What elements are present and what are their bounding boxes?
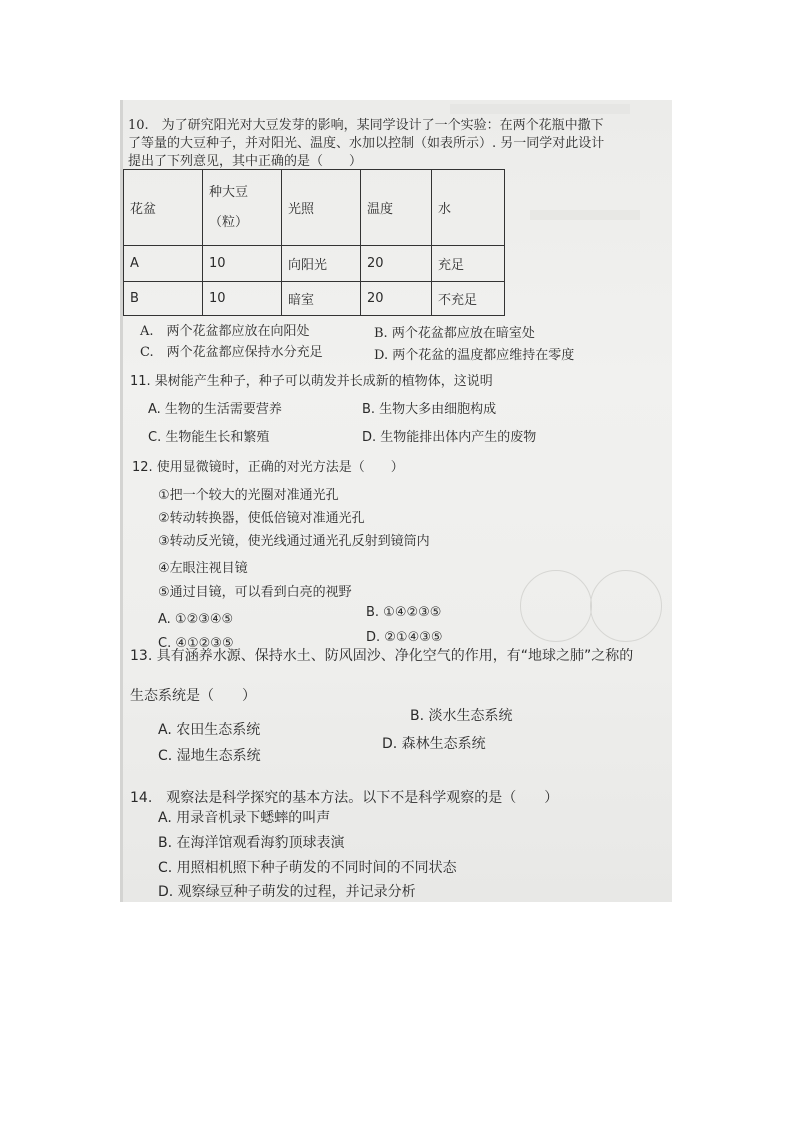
cell-light: 暗室 [282,282,361,316]
q13-option-a: A. 农田生态系统 [158,722,261,738]
q11-option-c: C. 生物能生长和繁殖 [148,430,270,445]
q13-option-b: B. 淡水生态系统 [410,708,513,724]
bleed-through-mark [530,210,640,220]
q10-option-b: B. 两个花盆都应放在暗室处 [374,326,535,341]
header-light: 光照 [282,170,361,246]
q13-stem-line2: 生态系统是（ ） [130,688,256,704]
cell-pot: A [124,246,203,282]
q11-option-d: D. 生物能排出体内产生的废物 [362,430,537,445]
q14-option-b: B. 在海洋馆观看海豹顶球表演 [158,835,345,851]
header-pot: 花盆 [124,170,203,246]
q14-option-c: C. 用照相机照下种子萌发的不同时间的不同状态 [158,860,457,876]
cell-seeds: 10 [203,246,282,282]
cell-water: 充足 [432,246,505,282]
q11-option-a: A. 生物的生活需要营养 [148,402,282,417]
q12-step-5: ⑤通过目镜，可以看到白亮的视野 [158,585,352,600]
q12-step-1: ①把一个较大的光圈对准通光孔 [158,488,339,503]
cell-water: 不充足 [432,282,505,316]
q10-option-a: A. 两个花盆都应放在向阳处 [140,324,310,339]
q12-step-2: ②转动转换器，使低倍镜对准通光孔 [158,511,365,526]
q12-option-c: C. ④①②③⑤ [158,636,234,651]
q14-option-a: A. 用录音机录下蟋蟀的叫声 [158,810,331,826]
q10-stem-line1: 10. 为了研究阳光对大豆发芽的影响，某同学设计了一个实验：在两个花瓶中撒下 [128,118,604,133]
header-temp: 温度 [361,170,432,246]
cell-temp: 20 [361,246,432,282]
header-water: 水 [432,170,505,246]
bleed-through-circle [590,570,662,642]
q13-option-d: D. 森林生态系统 [382,736,486,752]
q10-experiment-table [123,169,505,316]
bleed-through-mark [450,104,630,114]
table-row [124,282,505,316]
bleed-through-circle [520,570,592,642]
cell-temp: 20 [361,282,432,316]
exam-page-photo [120,100,672,902]
cell-pot: B [124,282,203,316]
table-header-row [124,170,505,246]
q12-option-a: A. ①②③④⑤ [158,612,234,627]
q11-option-b: B. 生物大多由细胞构成 [362,402,497,417]
q10-option-c: C. 两个花盆都应保持水分充足 [140,345,323,360]
q14-option-d: D. 观察绿豆种子萌发的过程，并记录分析 [158,884,416,900]
header-seeds [203,170,282,246]
q13-option-c: C. 湿地生态系统 [158,748,261,764]
q10-stem-line3: 提出了下列意见，其中正确的是（ ） [128,154,363,169]
q12-option-b: B. ①④②③⑤ [366,605,442,620]
cell-light: 向阳光 [282,246,361,282]
table-row [124,246,505,282]
q11-stem: 11. 果树能产生种子，种子可以萌发并长成新的植物体，这说明 [130,374,493,389]
q12-option-d: D. ②①④③⑤ [366,630,443,645]
cell-seeds: 10 [203,282,282,316]
q12-step-4: ④左眼注视目镜 [158,561,248,576]
header-seeds-line1: 种大豆 [209,184,249,200]
q14-stem: 14. 观察法是科学探究的基本方法。以下不是科学观察的是（ ） [130,790,559,806]
q10-option-d: D. 两个花盆的温度都应维持在零度 [374,348,575,363]
q13-stem-line1: 13. 具有涵养水源、保持水土、防风固沙、净化空气的作用，有“地球之肺”之称的 [130,648,634,664]
q12-stem: 12. 使用显微镜时，正确的对光方法是（ ） [132,460,404,475]
header-seeds-line2: （粒） [209,214,249,230]
q12-step-3: ③转动反光镜，使光线通过通光孔反射到镜筒内 [158,534,430,549]
q10-stem-line2: 了等量的大豆种子，并对阳光、温度、水加以控制（如表所示）. 另一同学对此设计 [128,136,605,151]
